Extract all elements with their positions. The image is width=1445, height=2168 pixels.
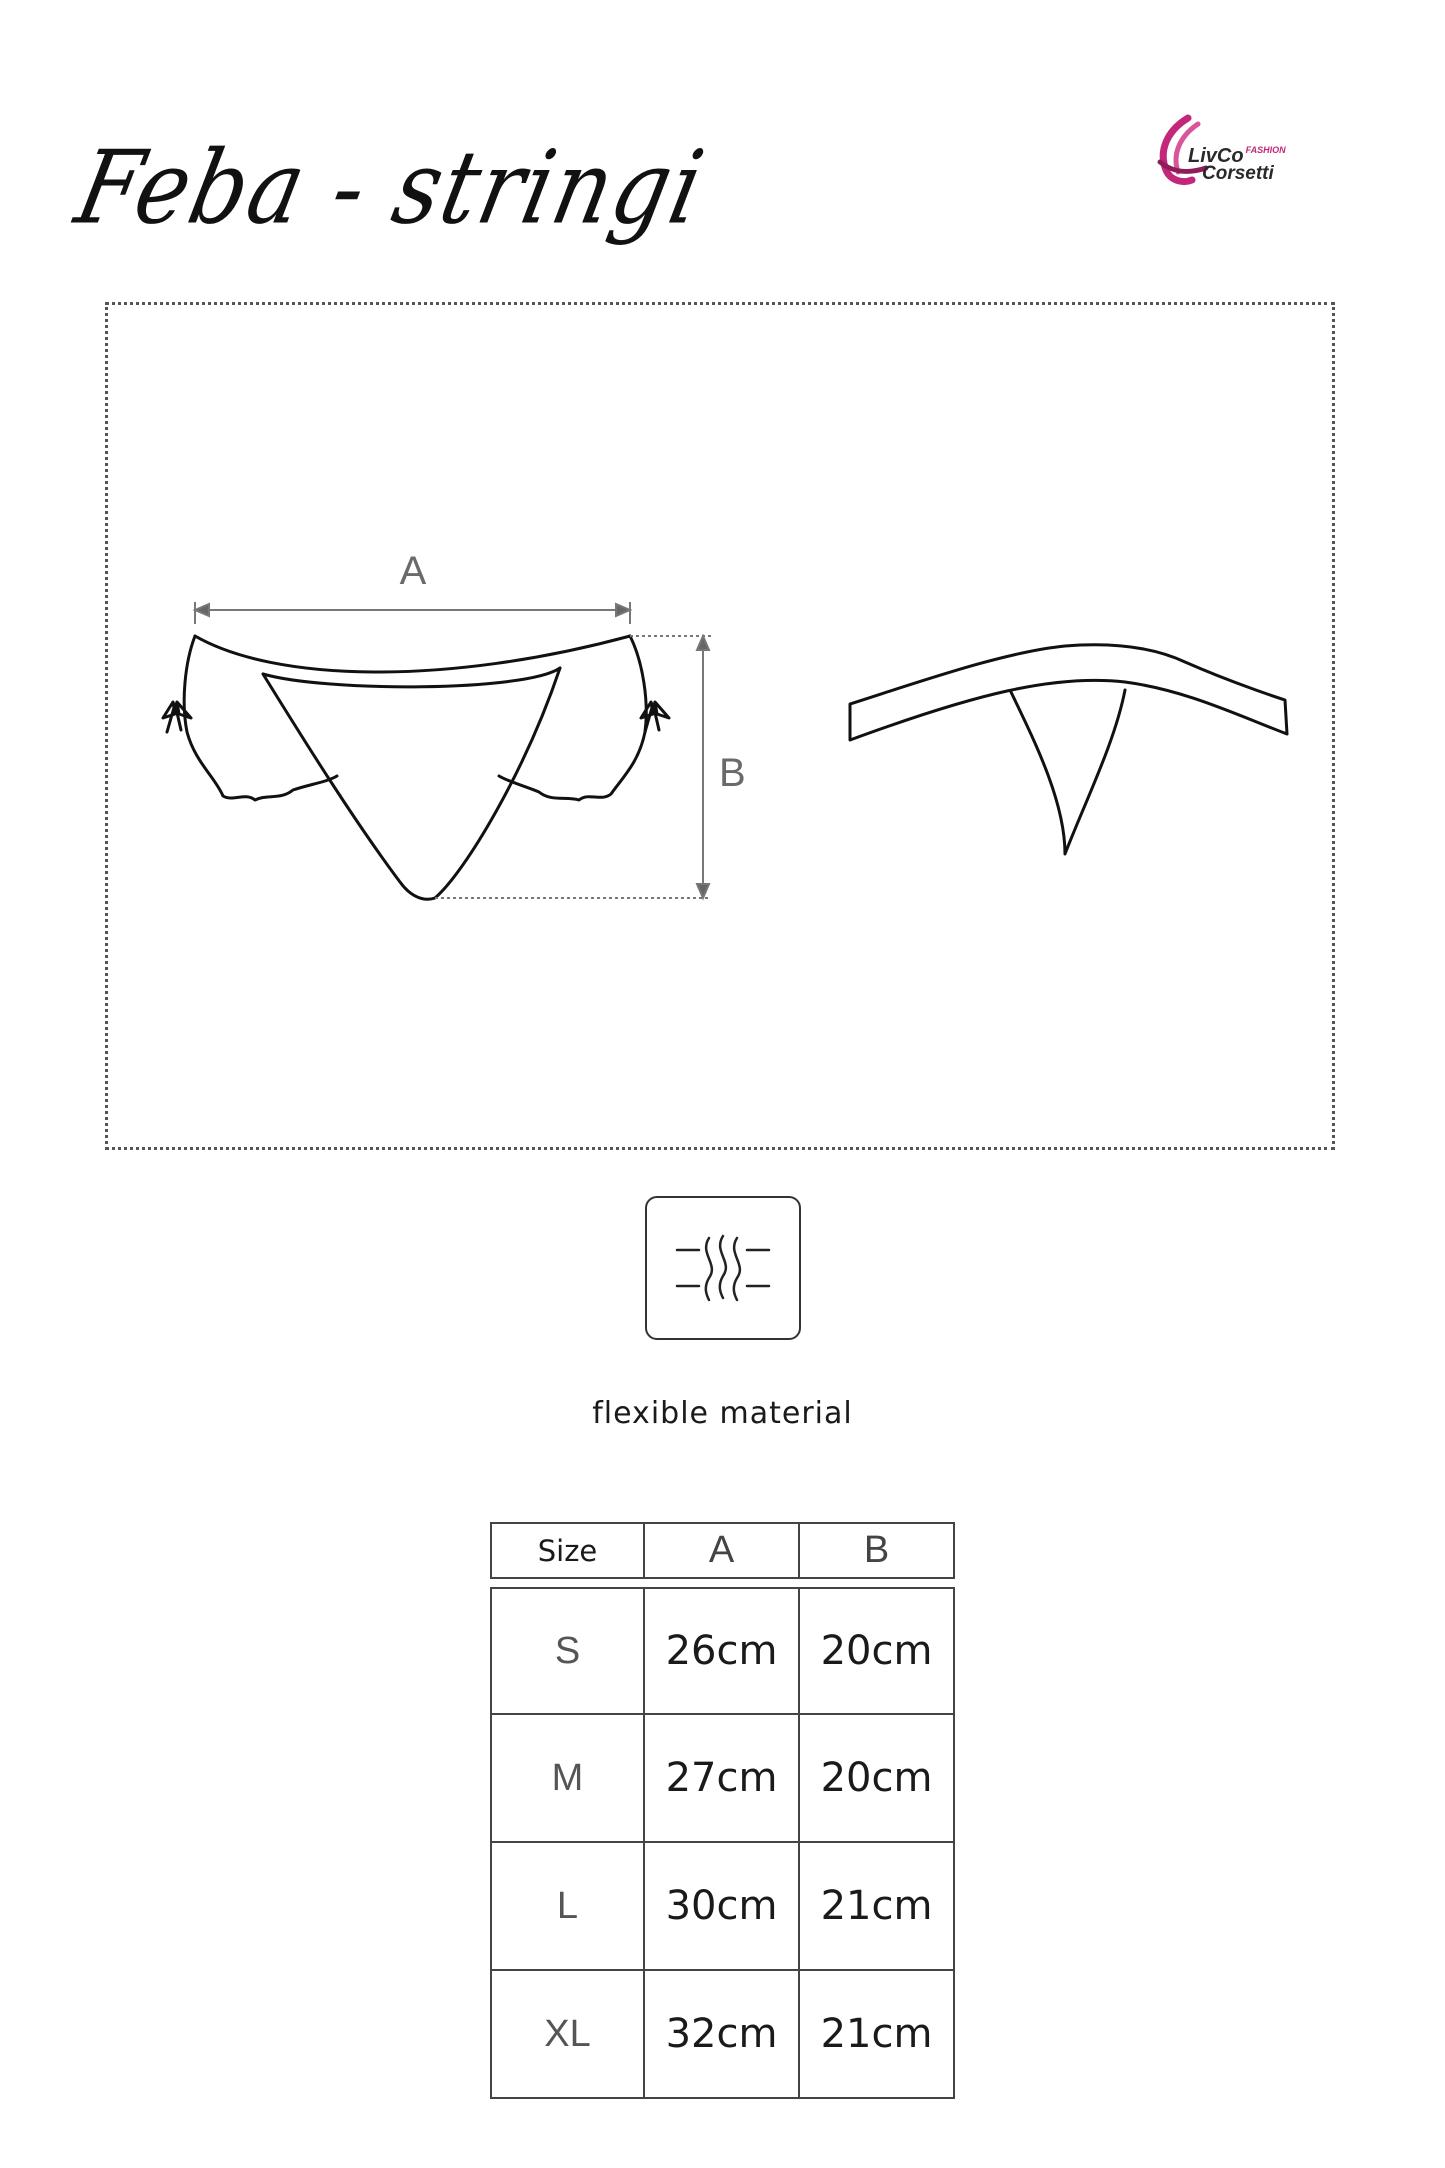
brand-logo: [1148, 110, 1308, 190]
table-row: [490, 1715, 955, 1843]
table-row: [490, 1843, 955, 1971]
header-a: A: [645, 1522, 800, 1579]
b-cell: 21cm: [800, 1843, 955, 1971]
dimension-b-label: B: [719, 751, 746, 795]
dimension-a-label: A: [399, 549, 427, 593]
back-waistband: [850, 645, 1287, 740]
b-cell: 21cm: [800, 1971, 955, 2099]
table-row: [490, 1971, 955, 2099]
b-cell: 20cm: [800, 1587, 955, 1715]
a-cell: 30cm: [645, 1843, 800, 1971]
size-table: [490, 1522, 955, 2099]
logo-line2: Corsetti: [1202, 163, 1274, 184]
size-cell: M: [490, 1715, 645, 1843]
back-string: [1011, 690, 1125, 854]
logo-line1-suffix: FASHION: [1245, 145, 1286, 155]
size-table-header: [490, 1522, 955, 1579]
size-cell: L: [490, 1843, 645, 1971]
a-cell: 26cm: [645, 1587, 800, 1715]
header-b: B: [800, 1522, 955, 1579]
a-cell: 27cm: [645, 1715, 800, 1843]
front-waistband: [195, 636, 630, 672]
flexible-material-icon: [645, 1196, 801, 1340]
b-cell: 20cm: [800, 1715, 955, 1843]
size-cell: XL: [490, 1971, 645, 2099]
product-title: Feba - stringi: [66, 128, 715, 247]
header-size: Size: [490, 1522, 645, 1579]
size-cell: S: [490, 1587, 645, 1715]
a-cell: 32cm: [645, 1971, 800, 2099]
logo-line1: LivCo: [1188, 145, 1244, 167]
flexible-material-caption: flexible material: [592, 1396, 853, 1431]
table-row: [490, 1587, 955, 1715]
garment-diagram: [105, 302, 1335, 1150]
